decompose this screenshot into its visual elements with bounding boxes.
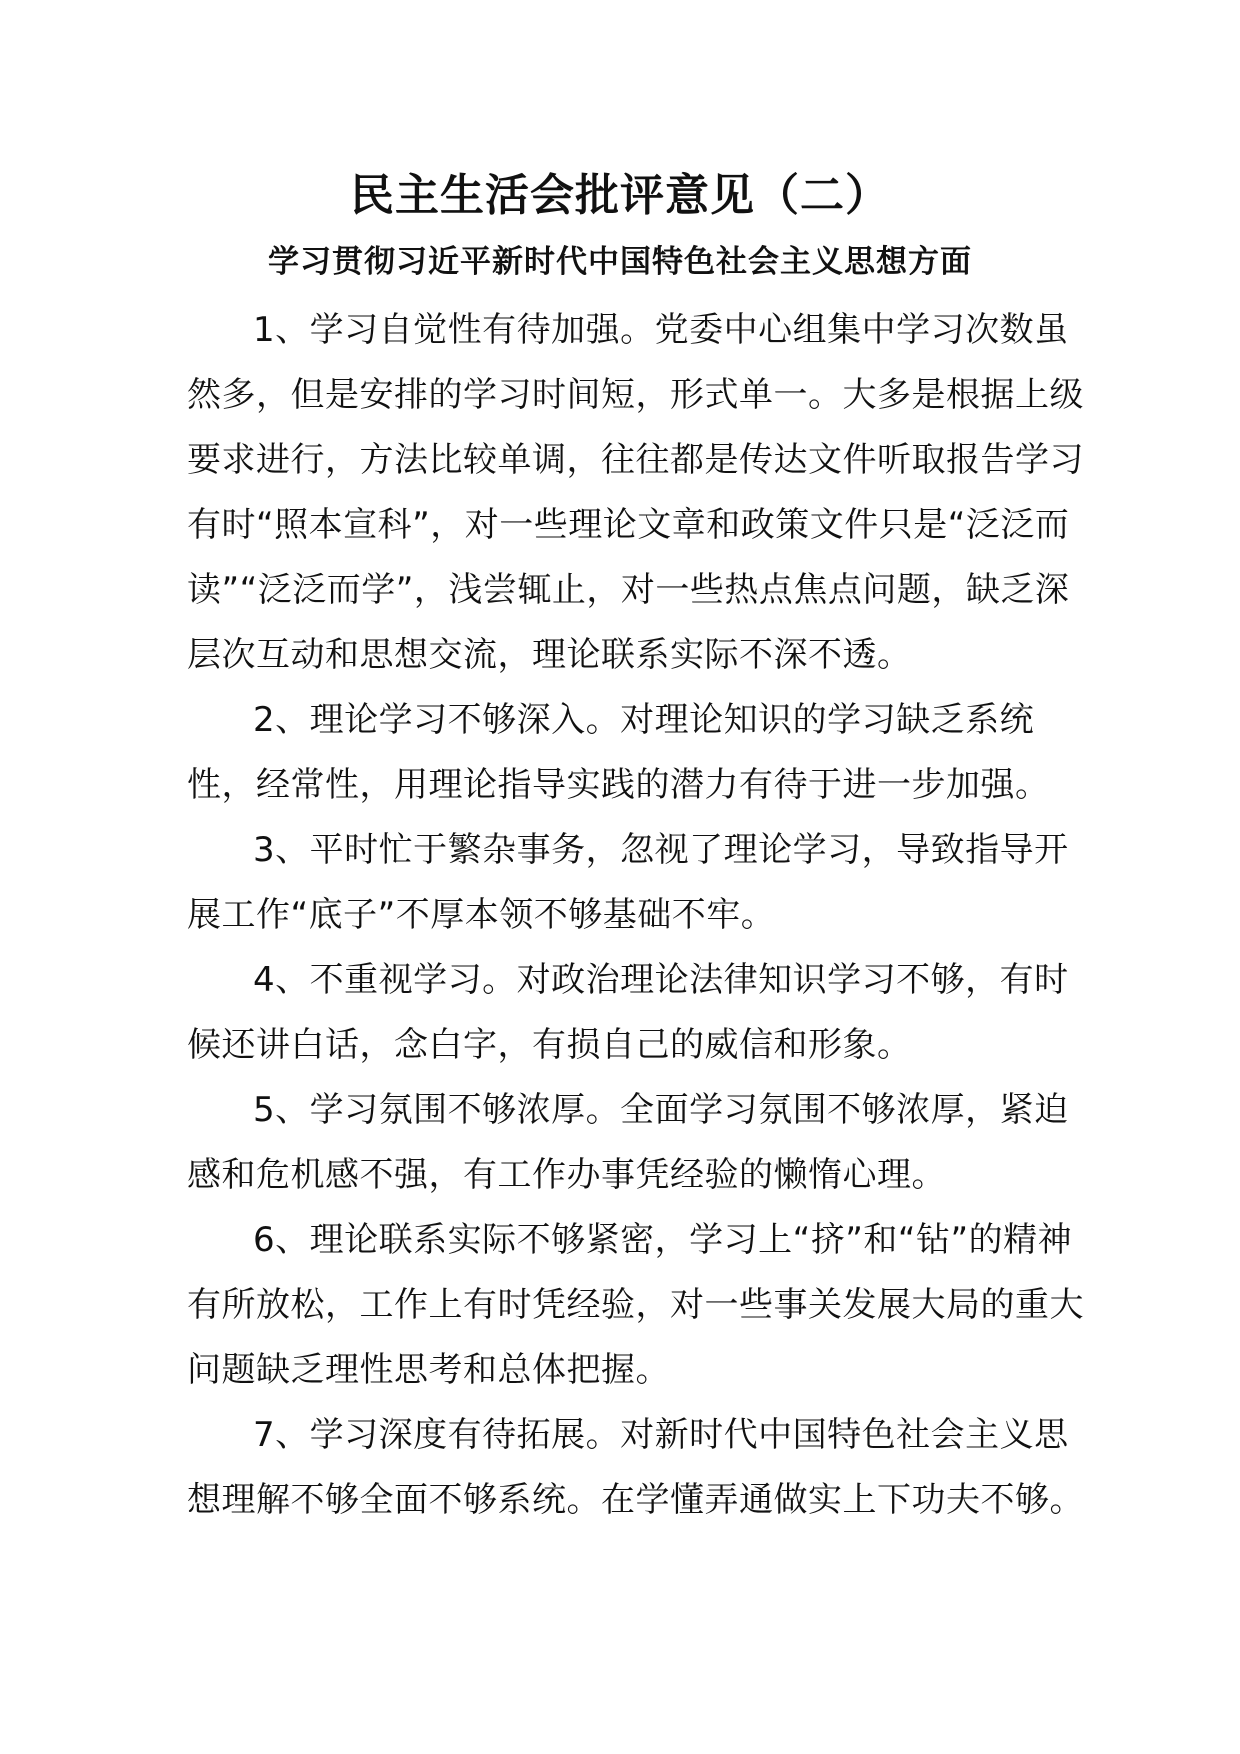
paragraph-6: 6、理论联系实际不够紧密，学习上“挤”和“钻”的精神有所放松，工作上有时凭经验，对一些事关发展大局的重大问题缺乏理性思考和总体把握。 bbox=[187, 1220, 1084, 1390]
section-heading: 学习贯彻习近平新时代中国特色社会主义思想方面 bbox=[268, 244, 972, 280]
paragraph-2: 2、理论学习不够深入。对理论知识的学习缺乏系统性，经常性，用理论指导实践的潜力有待于进一步加强。 bbox=[187, 700, 1050, 805]
paragraph-5: 5、学习氛围不够浓厚。全面学习氛围不够浓厚，紧迫感和危机感不强，有工作办事凭经验的懒惰心理。 bbox=[187, 1090, 1069, 1195]
paragraph-1: 1、学习自觉性有待加强。党委中心组集中学习次数虽然多，但是安排的学习时间短，形式单一。大多是根据上级要求进行，方法比较单调，往往都是传达文件听取报告学习有时“照本宣科”，对一些理论文章和政策文件只是“泛泛而读”“泛泛而学”，浅尝辄止，对一些热点焦点问题，缺乏深层次互动和思想交流，理论联系实际不深不透。 bbox=[187, 310, 1084, 675]
document-body bbox=[187, 298, 1087, 1533]
paragraph-4: 4、不重视学习。对政治理论法律知识学习不够，有时候还讲白话，念白字，有损自己的威信和形象。 bbox=[187, 960, 1069, 1065]
paragraph-3: 3、平时忙于繁杂事务，忽视了理论学习，导致指导开展工作“底子”不厚本领不够基础不牢。 bbox=[187, 830, 1069, 935]
document-title: 民主生活会批评意见（二） bbox=[350, 170, 890, 221]
paragraph-7: 7、学习深度有待拓展。对新时代中国特色社会主义思想理解不够全面不够系统。在学懂弄通做实上下功夫不够。 bbox=[187, 1415, 1084, 1520]
